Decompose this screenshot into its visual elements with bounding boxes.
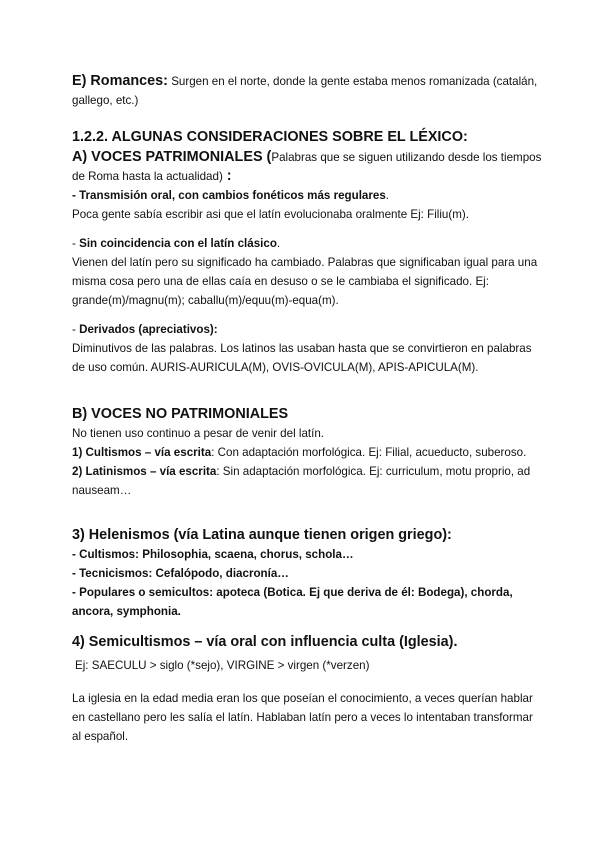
semicultismos-block [72,633,542,746]
patrimoniales-heading [72,148,542,186]
item3-title: Derivados (apreciativos): [79,323,218,336]
romances-text: Surgen en el norte, donde la gente estaba menos romanizada (catalán, gallego, etc.) [72,75,538,107]
cultismos-item [72,443,542,462]
patrimoniales-block [72,148,542,224]
helenismos-block [72,526,542,621]
patrimoniales-item3-block [72,320,542,377]
helenismos-line3: - Populares o semicultos: apoteca (Botica. Ej que deriva de él: Bodega), chorda, ancora, symphonia. [72,586,513,618]
latinismos-text: : Sin adaptación morfológica. Ej: curriculum, motu proprio, ad nauseam… [72,465,531,497]
item1-dot: . [385,189,390,202]
patrimoniales-colon: : [222,168,232,184]
helenismos-line2: - Tecnicismos: Cefalópodo, diacronía… [72,567,289,580]
item2-title: Sin coincidencia con el latín clásico [79,237,277,250]
romances-paragraph [72,72,542,110]
section-block [72,128,542,147]
semicultismos-paragraph: La iglesia en la edad media eran los que poseían el conocimiento, a veces querían hablar en castellano pero les salía el latín. Hablaban latín pero a veces lo intentaban transformar al español. [72,692,533,743]
item2-dot: . [276,237,281,250]
item1-title: - Transmisión oral, con cambios fonéticos más regulares [72,189,386,202]
item3-dash: - [72,323,80,336]
cultismos-title: 1) Cultismos – vía escrita [72,446,212,459]
item1-text: Poca gente sabía escribir asi que el latín evolucionaba oralmente Ej: Filiu(m). [72,208,469,221]
latinismos-title: 2) Latinismos – vía escrita [72,465,217,478]
semicultismos-title: 4) Semicultismos – vía oral con influencia culta (Iglesia). [72,634,458,650]
no-patrimoniales-title: B) VOCES NO PATRIMONIALES [72,406,289,422]
patrimoniales-subtitle: Palabras que se siguen utilizando desde los tiempos de Roma hasta la actualidad) [72,151,542,183]
patrimoniales-title: A) VOCES PATRIMONIALES ( [72,149,272,165]
item2-dash: - [72,237,80,250]
patrimoniales-item2 [72,234,542,253]
item2-text: Vienen del latín pero su significado ha cambiado. Palabras que significaban igual para una misma cosa pero una de ellas caía en desuso o se le cambiaba el significado. Ej: grande(m)/magnu(m); caballu(m)/equu(m)-equa(m). [72,256,538,307]
no-patrimoniales-block [72,405,542,500]
section-title: 1.2.2. ALGUNAS CONSIDERACIONES SOBRE EL LÉXICO: [72,129,468,145]
romances-block [72,72,542,110]
no-patrimoniales-intro: No tienen uso continuo a pesar de venir del latín. [72,427,325,440]
patrimoniales-item3 [72,320,542,339]
latinismos-item [72,462,542,500]
helenismos-line1: - Cultismos: Philosophia, scaena, chorus, schola… [72,548,354,561]
patrimoniales-item2-block [72,234,542,310]
romances-title: E) Romances: [72,73,168,89]
semicultismos-example: Ej: SAECULU > siglo (*sejo), VIRGINE > virgen (*verzen) [75,659,370,672]
item3-text: Diminutivos de las palabras. Los latinos las usaban hasta que se convirtieron en palabras de uso común. AURIS-AURICULA(M), OVIS-OVICULA(M), APIS-APICULA(M). [72,342,532,374]
helenismos-title: 3) Helenismos (vía Latina aunque tienen origen griego): [72,527,452,543]
cultismos-text: : Con adaptación morfológica. Ej: Filial, acueducto, suberoso. [211,446,527,459]
patrimoniales-item1 [72,186,542,205]
